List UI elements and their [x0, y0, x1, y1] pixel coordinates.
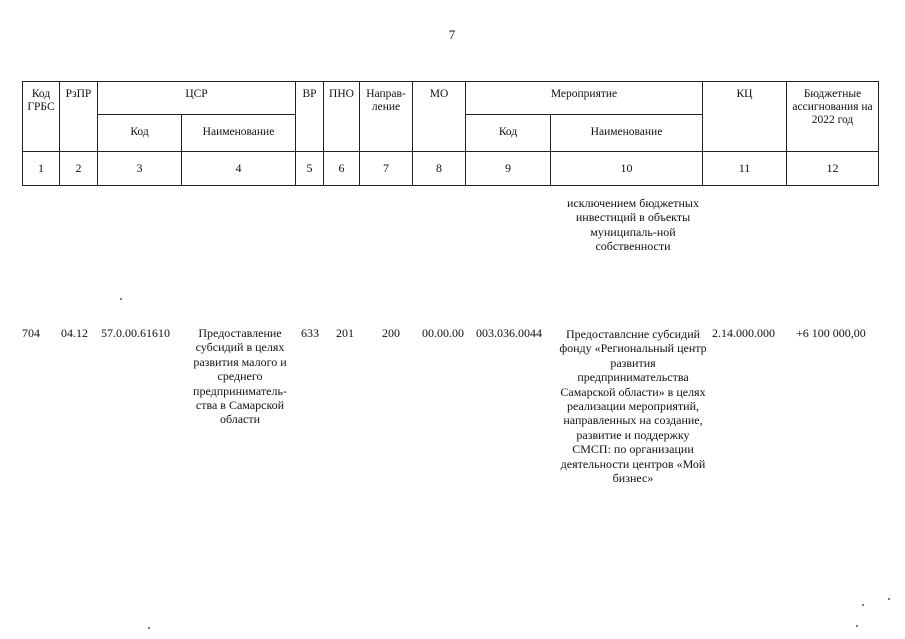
col-num-2: 2: [60, 152, 98, 186]
col-num-5: 5: [296, 152, 324, 186]
row-csr-kod: 57.0.00.61610: [101, 326, 170, 340]
col-num-7: 7: [360, 152, 413, 186]
header-csr: ЦСР: [98, 82, 296, 115]
header-mer-name: Наименование: [551, 115, 703, 152]
header-meropriyatie: Мероприятие: [466, 82, 703, 115]
header-csr-name: Наименование: [182, 115, 296, 152]
col-num-9: 9: [466, 152, 551, 186]
row-mer-kod: 003.036.0044: [476, 326, 542, 340]
scan-speck: [856, 625, 858, 627]
header-napravlenie: Направ-ление: [360, 82, 413, 152]
scan-speck: [888, 598, 890, 600]
col-num-3: 3: [98, 152, 182, 186]
budget-table-header: [22, 81, 879, 186]
header-vr: ВР: [296, 82, 324, 152]
header-budget: Бюджетные ассигнования на 2022 год: [787, 82, 879, 152]
col-num-1: 1: [23, 152, 60, 186]
row-mer-name: Предоставлсние субсидий фонду «Региональный центр развития предпринимательства Самарской области» в целях реализации мероприятий, направленных на создание, развитие и поддержку СМСП: по организации деятельности центров «Мой бизнес»: [559, 327, 707, 485]
row-vr: 633: [301, 326, 319, 340]
page-number: 7: [448, 27, 456, 42]
scan-speck: [120, 298, 122, 300]
header-csr-kod: Код: [98, 115, 182, 152]
row-csr-name: Предоставление субсидий в целях развития малого и среднего предприниматель-ства в Самарской области: [193, 326, 287, 427]
row-kc: 2.14.000.000: [712, 326, 775, 340]
header-mer-kod: Код: [466, 115, 551, 152]
header-kc: КЦ: [703, 82, 787, 152]
header-pno: ПНО: [324, 82, 360, 152]
row-napravlenie: 200: [382, 326, 400, 340]
col-num-12: 12: [787, 152, 879, 186]
header-mo: МО: [413, 82, 466, 152]
col-num-6: 6: [324, 152, 360, 186]
header-rzpr: РзПР: [60, 82, 98, 152]
col-num-10: 10: [551, 152, 703, 186]
scan-speck: [862, 604, 864, 606]
col-num-4: 4: [182, 152, 296, 186]
header-kod-grbs: Код ГРБС: [23, 82, 60, 152]
row-pno: 201: [336, 326, 354, 340]
continuation-text: исключением бюджетных инвестиций в объекты муниципаль-ной собственности: [567, 196, 699, 254]
row-mo: 00.00.00: [422, 326, 464, 340]
row-amount: +6 100 000,00: [796, 326, 866, 340]
row-rzpr: 04.12: [61, 326, 88, 340]
scan-speck: [148, 627, 150, 629]
col-num-8: 8: [413, 152, 466, 186]
col-num-11: 11: [703, 152, 787, 186]
row-kod-grbs: 704: [22, 326, 40, 340]
